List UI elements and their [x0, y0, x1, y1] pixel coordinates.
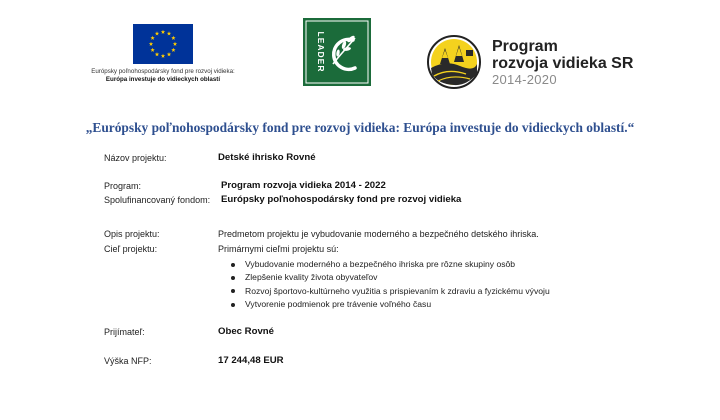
eu-logo-block: [78, 24, 248, 83]
program-logo-block: [426, 34, 634, 94]
leader-logo-icon: [303, 18, 371, 86]
program-emblem-icon: [426, 34, 482, 90]
leader-logo-text: LEADER: [316, 31, 326, 73]
bullet-icon: [231, 263, 235, 267]
amount-value: 17 244,48 EUR: [218, 355, 284, 366]
program-value: Program rozvoja vidieka 2014 - 2022: [221, 180, 386, 191]
recipient-label: Prijímateľ:: [104, 327, 145, 337]
goal-list-item: Zlepšenie kvality života obyvateľov: [229, 271, 550, 284]
goal-label: Cieľ projektu:: [104, 244, 158, 254]
program-logo-line1: Program: [492, 38, 558, 55]
fund-label: Spolufinancovaný fondom:: [104, 195, 211, 205]
amount-label: Výška NFP:: [104, 356, 152, 366]
eu-caption-line1: Európsky poľnohospodársky fond pre rozvoj vidieka:: [91, 68, 235, 75]
eu-caption-line2: Európa investuje do vidieckych oblastí: [105, 76, 221, 83]
slogan: „Európsky poľnohospodársky fond pre rozvoj vidieka: Európa investuje do vidieckych oblastí.“: [85, 120, 635, 135]
program-label: Program:: [104, 181, 142, 191]
fund-value: Európsky poľnohospodársky fond pre rozvoj vidieka: [221, 194, 462, 205]
program-logo-line2: rozvoja vidieka SR: [492, 55, 634, 72]
description-value: Predmetom projektu je vybudovanie moderného a bezpečného detského ihriska.: [218, 229, 539, 239]
project-name-value: Detské ihrisko Rovné: [218, 152, 316, 163]
goal-list-item: Rozvoj športovo-kultúrneho využitia s prispievaním k zdraviu a fyzickému vývoju: [229, 285, 550, 298]
description-label: Opis projektu:: [104, 229, 160, 239]
goal-intro: Primárnymi cieľmi projektu sú:: [218, 244, 339, 254]
project-name-label: Názov projektu:: [104, 153, 167, 163]
bullet-icon: [231, 289, 235, 293]
bullet-icon: [231, 303, 235, 307]
bullet-icon: [231, 276, 235, 280]
goal-list-item: Vytvorenie podmienok pre trávenie voľného času: [229, 298, 550, 311]
eu-flag-icon: [133, 24, 193, 64]
recipient-value: Obec Rovné: [218, 326, 274, 337]
program-logo-years: 2014-2020: [492, 72, 557, 87]
goal-list-item: Vybudovanie moderného a bezpečného ihriska pre rôzne skupiny osôb: [229, 258, 550, 271]
goal-list: [229, 258, 550, 312]
